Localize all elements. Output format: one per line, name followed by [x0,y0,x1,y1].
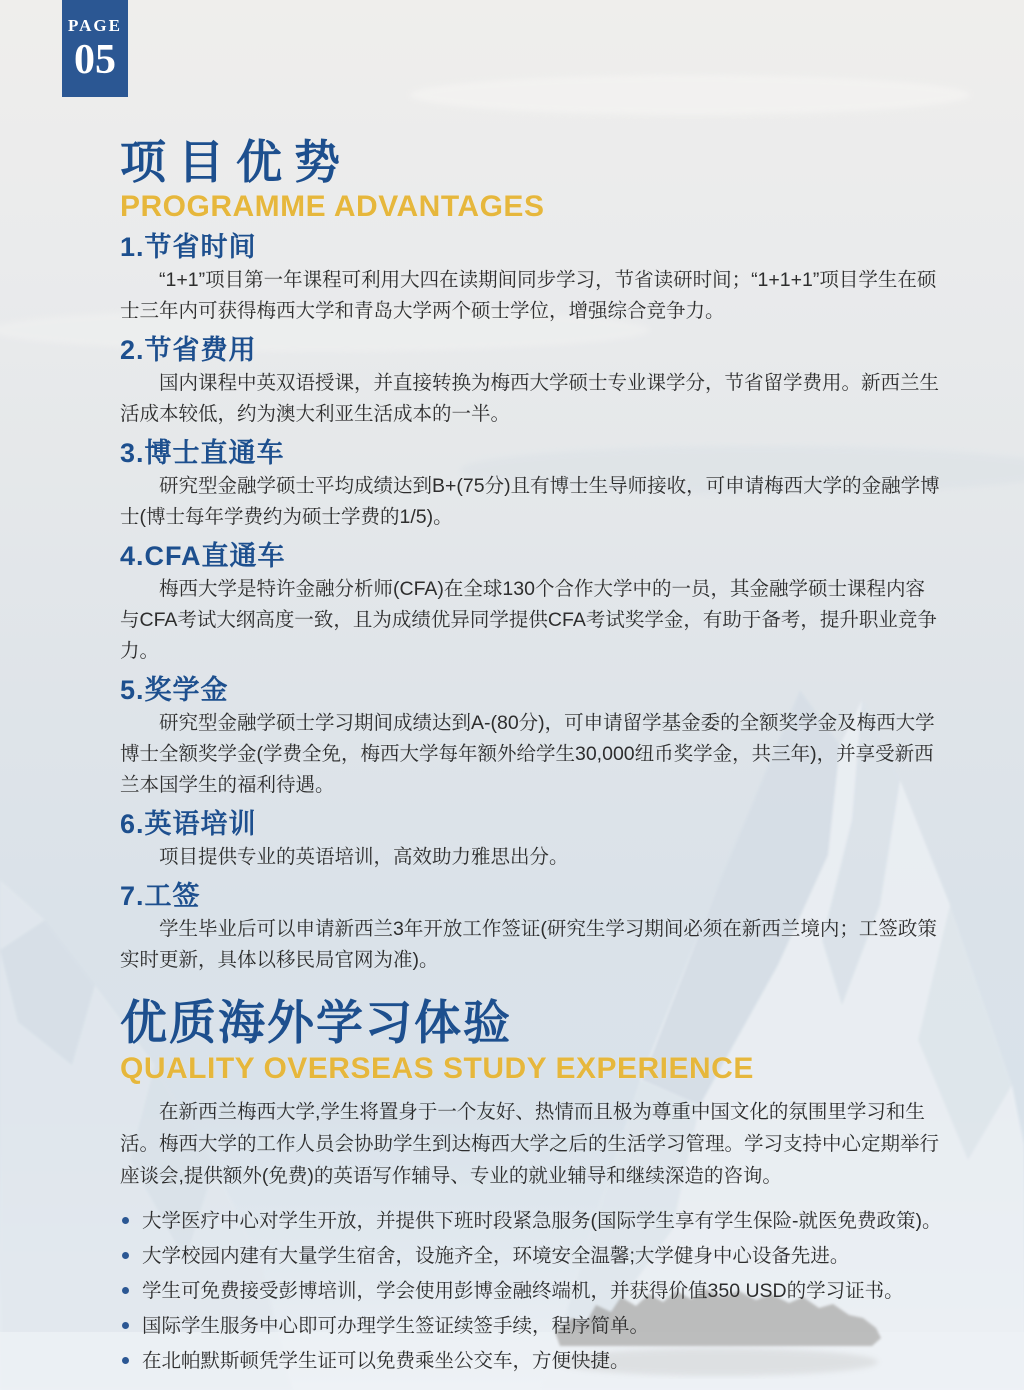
bullet-dot-icon [122,1252,129,1259]
advantage-body-7: 学生毕业后可以申请新西兰3年开放工作签证(研究生学习期间必须在新西兰境内；工签政策实时更新，具体以移民局官网为准)。 [120,918,937,971]
advantage-body-4: 梅西大学是特许金融分析师(CFA)在全球130个合作大学中的一员，其金融学硕士课程内容与CFA考试大纲高度一致，且为成绩优异同学提供CFA考试奖学金，有助于备考，提升职业竞争力。 [120,578,937,662]
advantage-heading-3: 3.博士直通车 [120,438,285,468]
overseas-experience-intro: 在新西兰梅西大学,学生将置身于一个友好、热情而且极为尊重中国文化的氛围里学习和生活。梅西大学的工作人员会协助学生到达梅西大学之后的生活学习管理。学习支持中心定期举行座谈会,提供额外(免费)的英语写作辅导、专业的就业辅导和继续深造的咨询。 [120,1101,940,1187]
advantage-item [120,539,944,667]
advantage-body-5: 研究型金融学硕士学习期间成绩达到A-(80分)，可申请留学基金委的全额奖学金及梅西大学博士全额奖学金(学费全免，梅西大学每年额外给学生30,000纽币奖学金，共三年)，并享受新西兰本国学生的福利待遇。 [120,712,935,796]
advantage-heading-1: 1.节省时间 [120,232,257,262]
advantage-heading-7: 7.工签 [120,881,201,911]
list-item [120,1313,944,1339]
advantage-item [120,807,944,873]
bullet-text-3: 学生可免费接受彭博培训，学会使用彭博金融终端机，并获得价值350 USD的学习证书。 [142,1280,904,1302]
page-badge-label: PAGE [68,16,122,35]
advantage-body-1: “1+1”项目第一年课程可利用大四在读期间同步学习，节省读研时间；“1+1+1”项目学生在硕士三年内可获得梅西大学和青岛大学两个硕士学位，增强综合竞争力。 [120,269,937,322]
list-item [120,1208,944,1234]
list-item [120,1243,944,1269]
advantage-body-2: 国内课程中英双语授课，并直接转换为梅西大学硕士专业课学分，节省留学费用。新西兰生活成本较低，约为澳大利亚生活成本的一半。 [120,372,940,425]
bullet-text-5: 在北帕默斯顿凭学生证可以免费乘坐公交车，方便快捷。 [142,1350,630,1372]
advantage-item [120,230,944,327]
bullet-dot-icon [122,1357,129,1364]
advantage-item [120,436,944,533]
overseas-experience-title-en: QUALITY OVERSEAS STUDY EXPERIENCE [120,1052,754,1085]
bullet-dot-icon [122,1287,129,1294]
advantage-heading-5: 5.奖学金 [120,675,229,705]
page-badge [62,0,128,97]
bullet-dot-icon [122,1217,129,1224]
advantage-heading-2: 2.节省费用 [120,335,257,365]
bullet-text-2: 大学校园内建有大量学生宿舍，设施齐全，环境安全温馨;大学健身中心设备先进。 [142,1245,850,1267]
bullet-dot-icon [122,1322,129,1329]
programme-advantages-title-en: PROGRAMME ADVANTAGES [120,190,545,223]
advantage-heading-6: 6.英语培训 [120,809,257,839]
advantage-item [120,879,944,976]
page-content [120,134,944,1383]
advantage-item [120,673,944,801]
page-number: 05 [74,37,116,83]
overseas-experience-title-cn: 优质海外学习体验 [120,996,512,1049]
list-item [120,1348,944,1374]
advantage-heading-4: 4.CFA直通车 [120,541,286,571]
advantage-body-6: 项目提供专业的英语培训，高效助力雅思出分。 [159,846,569,868]
experience-bullet-list [120,1208,944,1374]
bullet-text-4: 国际学生服务中心即可办理学生签证续签手续，程序简单。 [142,1315,650,1337]
programme-advantages-title-cn: 项目优势 [120,136,352,188]
bullet-text-1: 大学医疗中心对学生开放，并提供下班时段紧急服务(国际学生享有学生保险-就医免费政策)。 [142,1210,942,1232]
advantage-body-3: 研究型金融学硕士平均成绩达到B+(75分)且有博士生导师接收，可申请梅西大学的金融学博士(博士每年学费约为硕士学费的1/5)。 [120,475,940,528]
advantage-item [120,333,944,430]
list-item [120,1278,944,1304]
